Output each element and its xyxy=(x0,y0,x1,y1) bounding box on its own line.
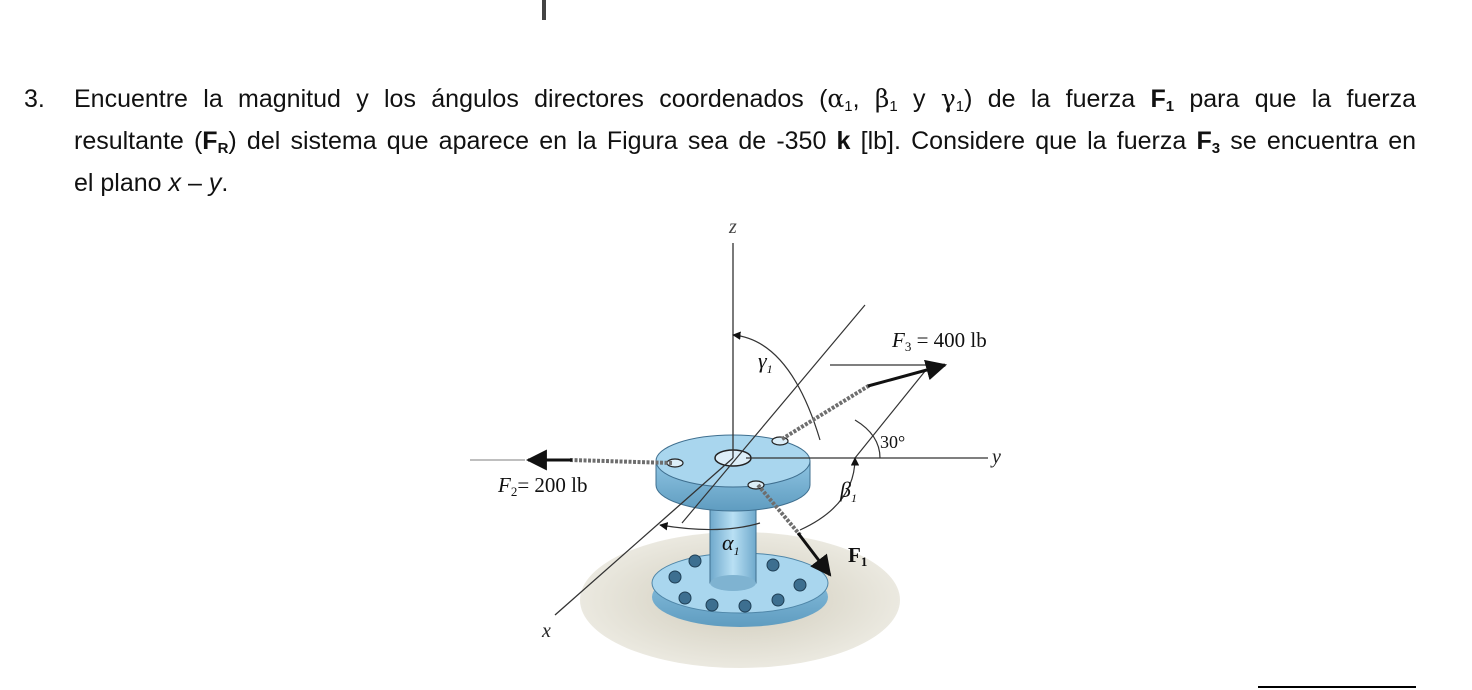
text-run: Encuentre la magnitud y los ángulos directores coordenados ( xyxy=(74,85,828,113)
f2-symbol: F xyxy=(498,473,511,497)
bottom-rule xyxy=(1258,686,1416,688)
text-run: se encuentra en xyxy=(1220,127,1417,155)
f1-label xyxy=(848,543,867,569)
force-f1-symbol: F xyxy=(1150,85,1166,113)
bolt xyxy=(794,579,806,591)
top-plate-hole-right xyxy=(772,437,788,445)
text-run: el plano xyxy=(74,169,169,197)
alpha-subscript: 1 xyxy=(733,544,740,558)
top-plate-hole-front xyxy=(748,481,764,489)
force-diagram xyxy=(460,205,1020,670)
problem-text xyxy=(74,78,1416,204)
f2-label xyxy=(497,473,588,499)
force-f3-symbol: F xyxy=(1196,127,1212,155)
axis-x-label: x xyxy=(542,620,551,642)
text-run: ) del sistema que aparece en la Figura sea de -350 xyxy=(228,127,837,155)
text-run: para que la fuerza xyxy=(1174,85,1416,113)
f3-symbol: F xyxy=(892,328,905,352)
axis-y-label: y xyxy=(992,446,1001,468)
text-run: [lb]. Considere que la fuerza xyxy=(850,127,1197,155)
unit-vector-k: k xyxy=(836,127,851,155)
angle-30-label: 30° xyxy=(880,432,906,452)
beta-subscript: 1 xyxy=(850,491,857,505)
bolt xyxy=(679,592,691,604)
f2-subscript: 2 xyxy=(510,484,518,499)
gamma-angle-label xyxy=(758,348,773,376)
angle-30-arc xyxy=(855,420,880,458)
problem-number: 3. xyxy=(24,85,45,113)
beta-symbol: β xyxy=(874,84,890,113)
bolt xyxy=(669,571,681,583)
bolt xyxy=(739,600,751,612)
f3-subscript: 3 xyxy=(904,339,912,354)
variable-x: x xyxy=(168,169,182,197)
force-diagram-svg xyxy=(460,205,1020,670)
f3-label xyxy=(891,328,987,354)
f1-symbol: F xyxy=(848,543,861,567)
text-run: . xyxy=(221,169,229,197)
bolt xyxy=(706,599,718,611)
text-run: ) de la fuerza xyxy=(964,85,1151,113)
bolt xyxy=(767,559,779,571)
gamma-subscript: 1 xyxy=(766,362,773,376)
bolt xyxy=(689,555,701,567)
beta-angle-label xyxy=(839,477,857,505)
problem-line-2 xyxy=(74,120,1416,162)
f2-value: = 200 lb xyxy=(517,473,588,497)
subscript: 1 xyxy=(1165,98,1175,115)
text-run: y xyxy=(897,85,941,113)
variable-y: y xyxy=(208,169,222,197)
force-fr-symbol: F xyxy=(202,127,218,155)
gamma-symbol: γ xyxy=(940,84,956,113)
page-edge-mark xyxy=(542,0,546,20)
alpha-symbol: α xyxy=(722,530,734,555)
axis-z-label: z xyxy=(729,216,737,238)
text-run: resultante ( xyxy=(74,127,203,155)
subscript: R xyxy=(217,140,229,157)
text-run: , xyxy=(852,85,875,113)
beta-symbol: β xyxy=(840,477,851,502)
subscript: 3 xyxy=(1211,140,1221,157)
subscript: 1 xyxy=(955,98,965,115)
problem-line-1 xyxy=(74,78,1416,120)
f3-value: = 400 lb xyxy=(911,328,987,352)
support-post-bottom xyxy=(710,575,756,591)
bolt xyxy=(772,594,784,606)
f3-arrow xyxy=(868,365,945,386)
problem-line-3 xyxy=(74,162,1416,204)
f1-subscript: 1 xyxy=(860,554,868,569)
subscript: 1 xyxy=(889,98,898,115)
alpha-symbol: α xyxy=(827,84,845,113)
f3-cable xyxy=(782,385,870,439)
text-run: – xyxy=(181,169,209,197)
subscript: 1 xyxy=(844,98,853,115)
gamma-symbol: γ xyxy=(758,348,767,373)
